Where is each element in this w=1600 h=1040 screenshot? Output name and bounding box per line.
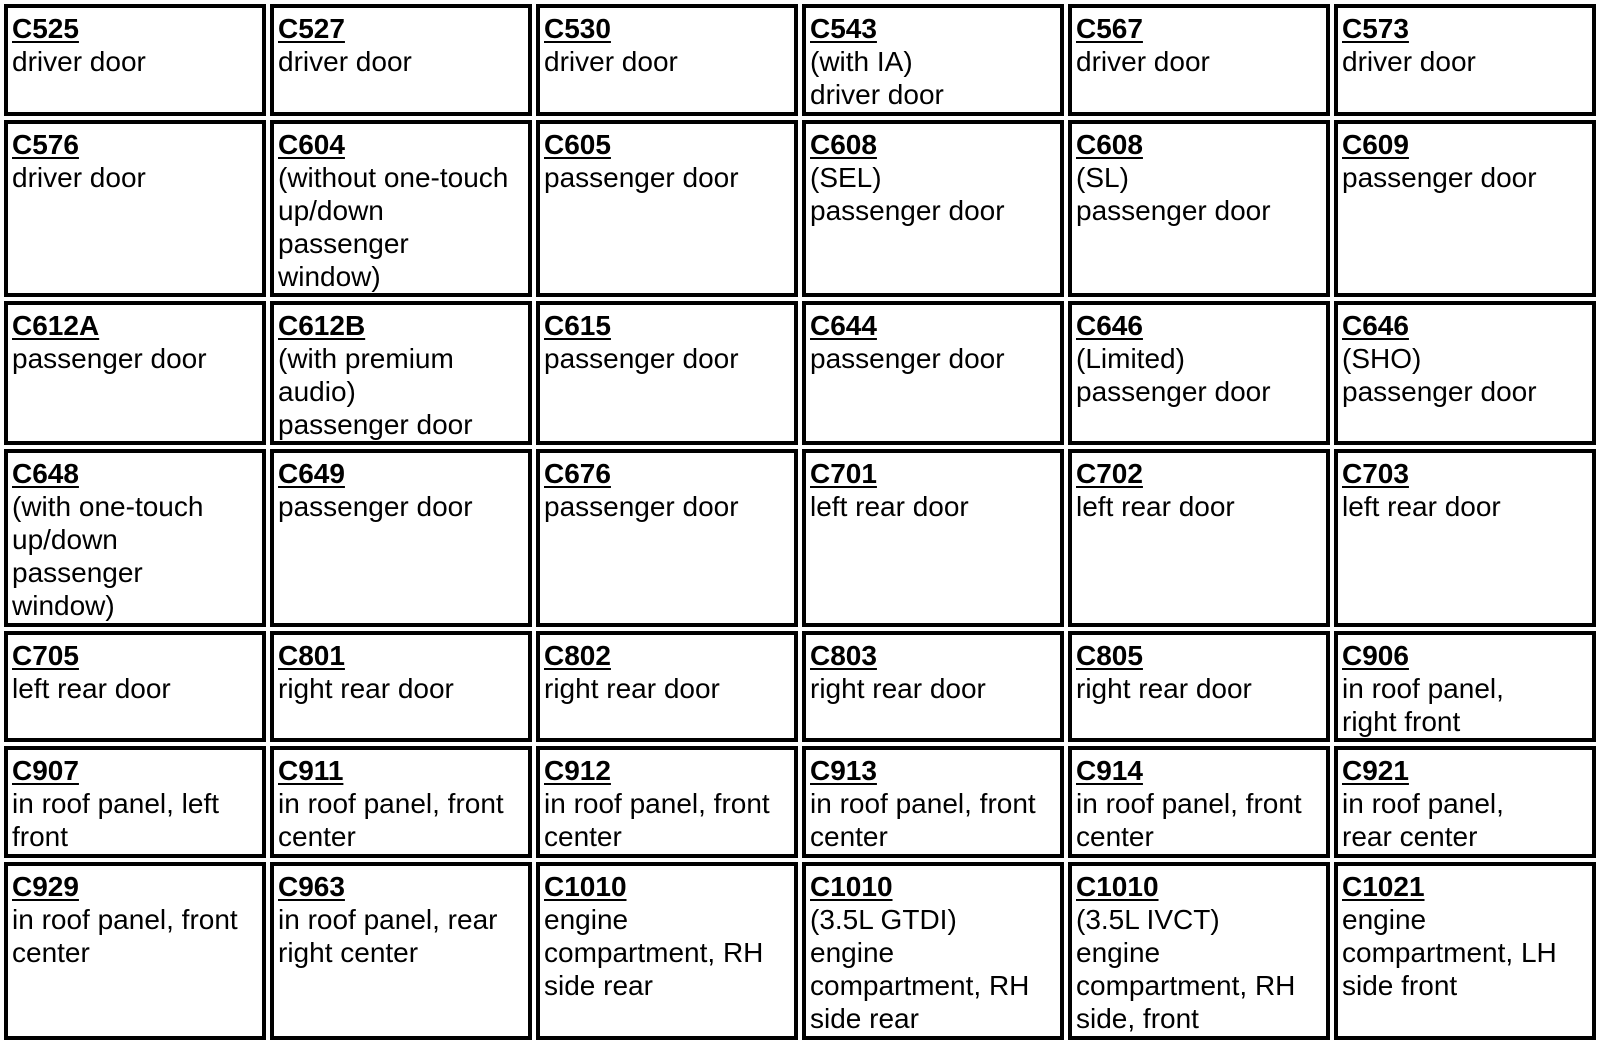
connector-location: (Limited) passenger door (1076, 343, 1271, 407)
connector-cell (802, 631, 1064, 742)
connector-cell (270, 120, 532, 297)
connector-code[interactable]: C608 (1076, 129, 1143, 160)
connector-location: driver door (1076, 46, 1210, 77)
connector-cell (270, 4, 532, 116)
connector-code[interactable]: C612B (278, 310, 366, 341)
connector-cell (1068, 120, 1330, 297)
connector-cell (1334, 449, 1596, 627)
connector-cell (270, 631, 532, 742)
connector-location: driver door (1342, 46, 1476, 77)
connector-cell (1334, 746, 1596, 858)
connector-location: (SL) passenger door (1076, 162, 1271, 226)
connector-cell (536, 631, 798, 742)
connector-location: engine compartment, RH side rear (544, 904, 764, 1001)
connector-code[interactable]: C608 (810, 129, 877, 160)
connector-location: passenger door (810, 343, 1005, 374)
connector-code[interactable]: C676 (544, 458, 611, 489)
connector-cell (4, 301, 266, 445)
connector-code[interactable]: C705 (12, 640, 79, 671)
connector-cell (1068, 449, 1330, 627)
connector-cell (270, 862, 532, 1040)
connector-location: passenger door (1342, 162, 1537, 193)
connector-location: in roof panel, rear center (1342, 788, 1504, 852)
connector-location: right rear door (278, 673, 454, 704)
connector-code[interactable]: C576 (12, 129, 79, 160)
connector-location: in roof panel, front center (278, 788, 504, 852)
connector-code[interactable]: C913 (810, 755, 877, 786)
connector-location: in roof panel, right front (1342, 673, 1504, 737)
connector-code[interactable]: C646 (1342, 310, 1409, 341)
connector-cell (802, 120, 1064, 297)
connector-cell (4, 449, 266, 627)
connector-cell (1068, 862, 1330, 1040)
connector-code[interactable]: C805 (1076, 640, 1143, 671)
connector-code[interactable]: C644 (810, 310, 877, 341)
connector-cell (1068, 301, 1330, 445)
connector-cell (4, 862, 266, 1040)
connector-location: driver door (544, 46, 678, 77)
connector-code[interactable]: C615 (544, 310, 611, 341)
connector-location: in roof panel, front center (810, 788, 1036, 852)
connector-location: passenger door (544, 162, 739, 193)
connector-cell (536, 301, 798, 445)
connector-cell (4, 4, 266, 116)
connector-cell (802, 301, 1064, 445)
connector-cell (536, 862, 798, 1040)
connector-code[interactable]: C914 (1076, 755, 1143, 786)
connector-cell (270, 746, 532, 858)
connector-code[interactable]: C609 (1342, 129, 1409, 160)
connector-location: in roof panel, rear right center (278, 904, 498, 968)
connector-code[interactable]: C648 (12, 458, 79, 489)
connector-code[interactable]: C604 (278, 129, 345, 160)
connector-code[interactable]: C906 (1342, 640, 1409, 671)
connector-cell (802, 862, 1064, 1040)
connector-location: in roof panel, front center (1076, 788, 1302, 852)
connector-cell (1334, 862, 1596, 1040)
connector-cell (536, 449, 798, 627)
connector-location: right rear door (810, 673, 986, 704)
connector-code[interactable]: C907 (12, 755, 79, 786)
connector-code[interactable]: C527 (278, 13, 345, 44)
connector-code[interactable]: C702 (1076, 458, 1143, 489)
connector-code[interactable]: C1010 (544, 871, 627, 902)
connector-location: in roof panel, left front (12, 788, 220, 852)
connector-location-table (4, 4, 1596, 1040)
connector-code[interactable]: C803 (810, 640, 877, 671)
connector-code[interactable]: C1010 (810, 871, 893, 902)
connector-cell (4, 746, 266, 858)
connector-code[interactable]: C1021 (1342, 871, 1425, 902)
connector-location: (3.5L GTDI) engine compartment, RH side rear (810, 904, 1030, 1034)
connector-location: passenger door (12, 343, 207, 374)
connector-location: driver door (12, 162, 146, 193)
connector-code[interactable]: C703 (1342, 458, 1409, 489)
connector-location: passenger door (544, 343, 739, 374)
connector-location: left rear door (1076, 491, 1235, 522)
connector-location: left rear door (12, 673, 171, 704)
connector-location: passenger door (278, 491, 473, 522)
connector-code[interactable]: C530 (544, 13, 611, 44)
connector-location: left rear door (810, 491, 969, 522)
connector-cell (1068, 4, 1330, 116)
connector-location: in roof panel, front center (544, 788, 770, 852)
connector-cell (4, 120, 266, 297)
connector-cell (270, 449, 532, 627)
connector-code[interactable]: C701 (810, 458, 877, 489)
connector-code[interactable]: C567 (1076, 13, 1143, 44)
connector-location: driver door (12, 46, 146, 77)
connector-code[interactable]: C1010 (1076, 871, 1159, 902)
connector-location: (SHO) passenger door (1342, 343, 1537, 407)
connector-location: (with premium audio) passenger door (278, 343, 473, 440)
connector-location: (SEL) passenger door (810, 162, 1005, 226)
connector-code[interactable]: C801 (278, 640, 345, 671)
connector-location: (3.5L IVCT) engine compartment, RH side, front (1076, 904, 1296, 1034)
connector-code[interactable]: C649 (278, 458, 345, 489)
connector-code[interactable]: C912 (544, 755, 611, 786)
connector-code[interactable]: C646 (1076, 310, 1143, 341)
connector-location: engine compartment, LH side front (1342, 904, 1557, 1001)
connector-location: driver door (278, 46, 412, 77)
connector-cell (536, 120, 798, 297)
connector-cell (802, 449, 1064, 627)
connector-code[interactable]: C605 (544, 129, 611, 160)
connector-code[interactable]: C929 (12, 871, 79, 902)
connector-cell (1068, 631, 1330, 742)
connector-code[interactable]: C525 (12, 13, 79, 44)
connector-cell (536, 4, 798, 116)
connector-location: (with one-touch up/down passenger window) (12, 491, 204, 621)
connector-location: left rear door (1342, 491, 1501, 522)
connector-code[interactable]: C573 (1342, 13, 1409, 44)
connector-cell (4, 631, 266, 742)
connector-code[interactable]: C802 (544, 640, 611, 671)
connector-code[interactable]: C543 (810, 13, 877, 44)
connector-location: in roof panel, front center (12, 904, 238, 968)
connector-cell (1068, 746, 1330, 858)
connector-cell (802, 4, 1064, 116)
connector-cell (1334, 4, 1596, 116)
connector-cell (1334, 301, 1596, 445)
connector-cell (1334, 120, 1596, 297)
connector-cell (536, 746, 798, 858)
connector-cell (802, 746, 1064, 858)
connector-cell (270, 301, 532, 445)
connector-location: right rear door (544, 673, 720, 704)
connector-location: passenger door (544, 491, 739, 522)
connector-code[interactable]: C612A (12, 310, 100, 341)
connector-location: (with IA) driver door (810, 46, 944, 110)
connector-cell (1334, 631, 1596, 742)
connector-code[interactable]: C963 (278, 871, 345, 902)
connector-code[interactable]: C911 (278, 755, 344, 786)
connector-location: (without one-touch up/down passenger window) (278, 162, 509, 292)
connector-location: right rear door (1076, 673, 1252, 704)
connector-code[interactable]: C921 (1342, 755, 1409, 786)
